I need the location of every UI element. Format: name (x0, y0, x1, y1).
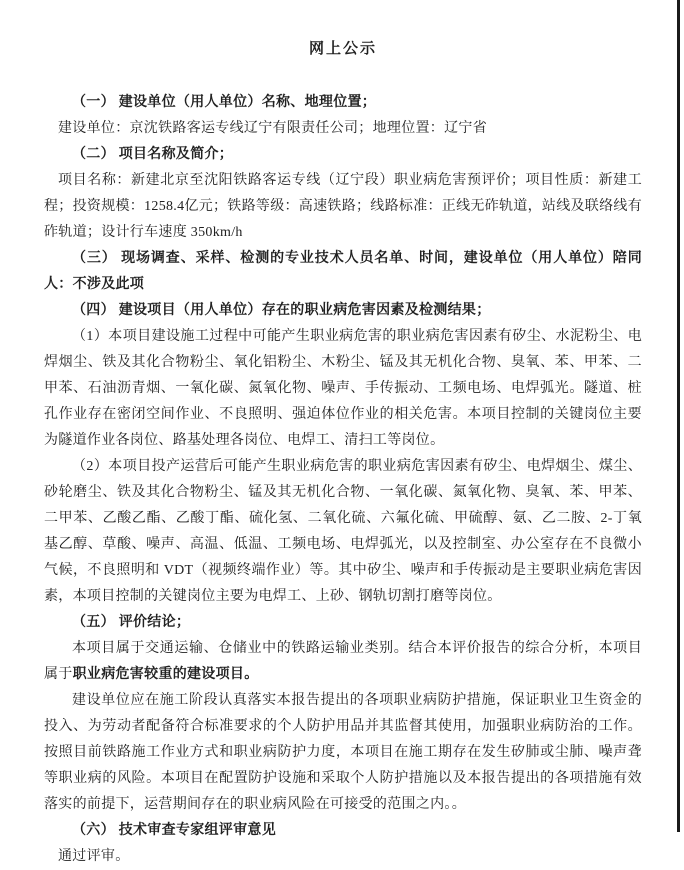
conclusion-highlight: 职业病危害较重的建设项目。 (72, 667, 259, 682)
section-1-heading: （一） 建设单位（用人单位）名称、地理位置； (72, 95, 377, 110)
page-title: 网上公示 (308, 41, 377, 57)
section-2-heading: （二） 项目名称及简介； (72, 147, 234, 162)
section-1-body: 建设单位：京沈铁路客运专线辽宁有限责任公司；地理位置：辽宁省 (58, 121, 487, 136)
section-3-heading: （三） 现场调查、采样、检测的专业技术人员名单、时间，建设单位（用人单位）陪同人：不涉及此项 (44, 251, 642, 292)
conclusion-text: 本项目属于交通运输、仓储业中的铁路运输业类别。结合本评价报告的综合分析，本项目属于 (44, 641, 642, 682)
section-5-paragraph-2: 建设单位应在施工阶段认真落实本报告提出的各项职业病防护措施，保证职业卫生资金的投入、为劳动者配备符合标准要求的个人防护用品并其监督其使用，加强职业病防治的工作。按照目前铁路施工作业方式和职业病防护力度，本项目在施工期存在发生矽肺或尘肺、噪声聋等职业病的风险。本项目在配置防护设施和采取个人防护措施以及本报告提出的各项措施有效落实的前提下，运营期间存在的职业病风险在可接受的范围之内。。 (44, 693, 642, 812)
scan-edge-artifact (677, 0, 680, 832)
section-4-heading: （四） 建设项目（用人单位）存在的职业病危害因素及检测结果； (72, 303, 491, 318)
section-6-heading: （六） 技术审查专家组评审意见 (72, 823, 276, 838)
section-5-paragraph-1 (44, 636, 642, 688)
section-2-body: 项目名称：新建北京至沈阳铁路客运专线（辽宁段）职业病危害预评价；项目性质：新建工程；投资规模：1258.4亿元；铁路等级：高速铁路；线路标准：正线无砟轨道，站线及联络线有砟轨道；设计行车速度 350km/h (44, 173, 642, 240)
section-6-body: 通过评审。 (58, 849, 130, 864)
section-4-paragraph-2: （2）本项目投产运营后可能产生职业病危害的职业病危害因素有矽尘、电焊烟尘、煤尘、砂轮磨尘、铁及其化合物粉尘、锰及其无机化合物、一氧化碳、氮氧化物、臭氧、苯、甲苯、二甲苯、乙酸乙酯、乙酸丁酯、硫化氢、二氧化硫、六氟化硫、甲硫醇、氨、乙二胺、2-丁氧基乙醇、草酸、噪声、高温、低温、工频电场、电焊弧光，以及控制室、办公室存在不良微小气候，不良照明和 VDT（视频终端作业）等。其中矽尘、噪声和手传振动是主要职业病危害因素，本项目控制的关键岗位主要为电焊工、上砂、钢轨切割打磨等岗位。 (44, 459, 642, 604)
section-4-paragraph-1: （1）本项目建设施工过程中可能产生职业病危害的职业病危害因素有矽尘、水泥粉尘、电焊烟尘、铁及其化合物粉尘、氧化铝粉尘、木粉尘、锰及其无机化合物、臭氧、苯、甲苯、二甲苯、石油沥青烟、一氧化碳、氮氧化物、噪声、手传振动、工频电场、电焊弧光。隧道、桩孔作业存在密闭空间作业、不良照明、强迫体位作业的相关危害。本项目控制的关键岗位主要为隧道作业各岗位、路基处理各岗位、电焊工、清扫工等岗位。 (44, 329, 642, 448)
section-5-heading: （五） 评价结论； (72, 615, 191, 630)
